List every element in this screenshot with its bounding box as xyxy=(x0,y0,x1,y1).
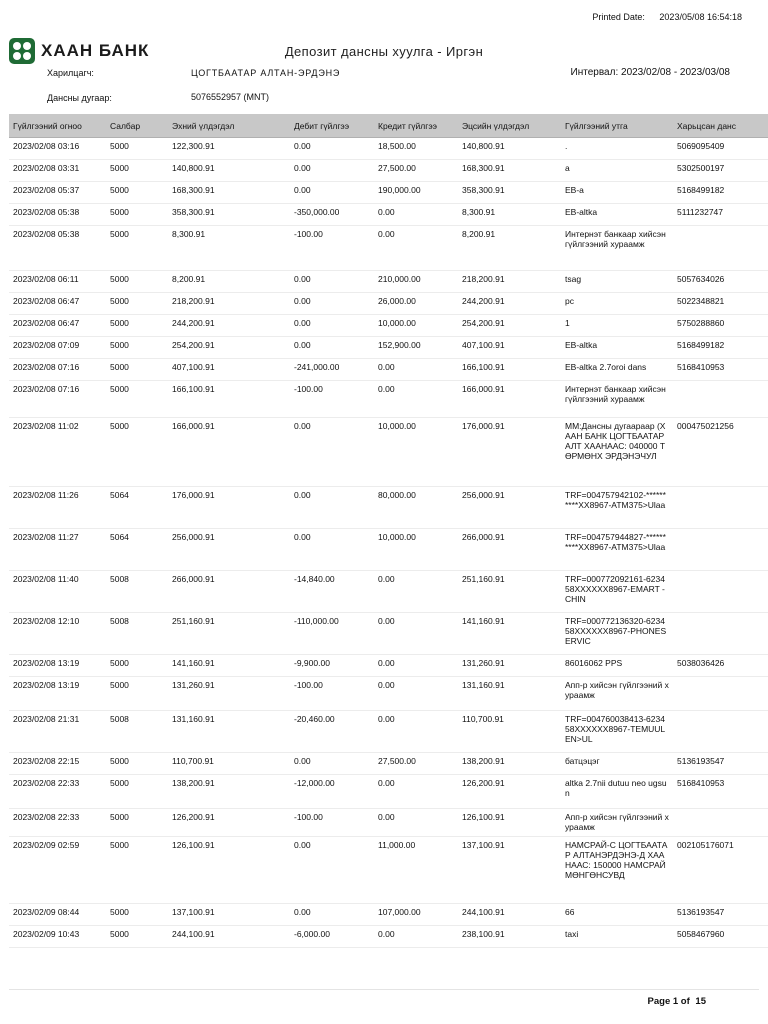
cell-date: 2023/02/09 02:59 xyxy=(9,837,106,904)
customer-label: Харилцагч: xyxy=(47,68,94,78)
table-row xyxy=(9,904,768,926)
cell-date: 2023/02/08 05:38 xyxy=(9,204,106,226)
cell-counterparty-account xyxy=(673,571,768,613)
cell-branch: 5000 xyxy=(106,271,168,293)
cell-description: TRF=000772092161-623458XXXXXX8967-EMART -CHIN xyxy=(561,571,673,613)
cell-opening-balance: 166,100.91 xyxy=(168,381,290,418)
cell-debit: -350,000.00 xyxy=(290,204,374,226)
footer-divider xyxy=(9,989,759,990)
cell-debit: 0.00 xyxy=(290,160,374,182)
cell-branch: 5000 xyxy=(106,926,168,948)
cell-debit: 0.00 xyxy=(290,271,374,293)
cell-branch: 5000 xyxy=(106,381,168,418)
cell-opening-balance: 407,100.91 xyxy=(168,359,290,381)
cell-description: 86016062 PPS xyxy=(561,655,673,677)
cell-credit: 210,000.00 xyxy=(374,271,458,293)
cell-branch: 5000 xyxy=(106,677,168,711)
cell-closing-balance: 244,200.91 xyxy=(458,293,561,315)
cell-date: 2023/02/08 21:31 xyxy=(9,711,106,753)
column-header-credit: Кредит гүйлгээ xyxy=(374,114,458,138)
table-row xyxy=(9,138,768,160)
cell-closing-balance: 131,260.91 xyxy=(458,655,561,677)
cell-debit: 0.00 xyxy=(290,138,374,160)
document-title: Депозит дансны хуулга - Иргэн xyxy=(284,44,484,59)
cell-branch: 5064 xyxy=(106,529,168,571)
cell-date: 2023/02/08 11:02 xyxy=(9,418,106,487)
cell-description: Интернэт банкаар хийсэн гүйлгээний хураамж xyxy=(561,381,673,418)
table-row xyxy=(9,487,768,529)
cell-counterparty-account: 000475021256 xyxy=(673,418,768,487)
cell-date: 2023/02/08 03:31 xyxy=(9,160,106,182)
cell-branch: 5008 xyxy=(106,711,168,753)
cell-credit: 27,500.00 xyxy=(374,160,458,182)
cell-debit: -110,000.00 xyxy=(290,613,374,655)
cell-description: EB-a xyxy=(561,182,673,204)
cell-description: НАМСРАЙ-С ЦОГТБААТАР АЛТАНЭРДЭНЭ-Д ХААНААС: 150000 НАМСРАЙ МӨНГӨНСУВД xyxy=(561,837,673,904)
cell-credit: 18,500.00 xyxy=(374,138,458,160)
cell-debit: 0.00 xyxy=(290,337,374,359)
table-row xyxy=(9,655,768,677)
cell-date: 2023/02/08 13:19 xyxy=(9,677,106,711)
column-header-description: Гүйлгээний утга xyxy=(561,114,673,138)
cell-date: 2023/02/08 07:16 xyxy=(9,381,106,418)
cell-opening-balance: 218,200.91 xyxy=(168,293,290,315)
cell-credit: 152,900.00 xyxy=(374,337,458,359)
cell-credit: 0.00 xyxy=(374,204,458,226)
cell-debit: -100.00 xyxy=(290,226,374,271)
cell-counterparty-account: 5168499182 xyxy=(673,337,768,359)
table-row xyxy=(9,418,768,487)
cell-opening-balance: 168,300.91 xyxy=(168,182,290,204)
cell-opening-balance: 126,200.91 xyxy=(168,809,290,837)
cell-branch: 5000 xyxy=(106,337,168,359)
table-row xyxy=(9,204,768,226)
cell-date: 2023/02/08 11:27 xyxy=(9,529,106,571)
table-row xyxy=(9,753,768,775)
account-label: Дансны дугаар: xyxy=(47,93,112,103)
cell-closing-balance: 266,000.91 xyxy=(458,529,561,571)
cell-closing-balance: 138,200.91 xyxy=(458,753,561,775)
cell-credit: 10,000.00 xyxy=(374,418,458,487)
table-row xyxy=(9,293,768,315)
cell-counterparty-account: 5168410953 xyxy=(673,359,768,381)
cell-debit: -9,900.00 xyxy=(290,655,374,677)
cell-opening-balance: 266,000.91 xyxy=(168,571,290,613)
table-row xyxy=(9,809,768,837)
cell-description: EB-altka xyxy=(561,337,673,359)
cell-credit: 0.00 xyxy=(374,655,458,677)
bank-name: ХААН БАНК xyxy=(41,41,150,60)
cell-opening-balance: 137,100.91 xyxy=(168,904,290,926)
cell-closing-balance: 254,200.91 xyxy=(458,315,561,337)
cell-debit: -100.00 xyxy=(290,677,374,711)
cell-credit: 26,000.00 xyxy=(374,293,458,315)
cell-description: EB-altka 2.7oroi dans xyxy=(561,359,673,381)
cell-closing-balance: 244,100.91 xyxy=(458,904,561,926)
cell-branch: 5064 xyxy=(106,487,168,529)
cell-closing-balance: 126,100.91 xyxy=(458,809,561,837)
table-row xyxy=(9,711,768,753)
cell-counterparty-account xyxy=(673,226,768,271)
cell-opening-balance: 140,800.91 xyxy=(168,160,290,182)
cell-closing-balance: 358,300.91 xyxy=(458,182,561,204)
cell-branch: 5000 xyxy=(106,359,168,381)
page-indicator-total: 15 xyxy=(695,996,706,1007)
cell-closing-balance: 251,160.91 xyxy=(458,571,561,613)
cell-closing-balance: 238,100.91 xyxy=(458,926,561,948)
cell-credit: 80,000.00 xyxy=(374,487,458,529)
cell-debit: 0.00 xyxy=(290,753,374,775)
table-header-row xyxy=(9,114,768,138)
cell-closing-balance: 176,000.91 xyxy=(458,418,561,487)
table-row xyxy=(9,571,768,613)
cell-closing-balance: 166,100.91 xyxy=(458,359,561,381)
account-number: 5076552957 (MNT) xyxy=(191,92,270,102)
cell-branch: 5000 xyxy=(106,753,168,775)
table-row xyxy=(9,337,768,359)
cell-counterparty-account: 5136193547 xyxy=(673,753,768,775)
cell-debit: 0.00 xyxy=(290,837,374,904)
cell-counterparty-account xyxy=(673,613,768,655)
transactions-table xyxy=(9,114,768,948)
cell-branch: 5000 xyxy=(106,775,168,809)
cell-counterparty-account xyxy=(673,809,768,837)
cell-counterparty-account: 5111232747 xyxy=(673,204,768,226)
cell-branch: 5000 xyxy=(106,182,168,204)
cell-date: 2023/02/08 07:16 xyxy=(9,359,106,381)
cell-branch: 5000 xyxy=(106,837,168,904)
cell-opening-balance: 110,700.91 xyxy=(168,753,290,775)
cell-credit: 0.00 xyxy=(374,613,458,655)
cell-opening-balance: 254,200.91 xyxy=(168,337,290,359)
cell-branch: 5000 xyxy=(106,226,168,271)
cell-closing-balance: 256,000.91 xyxy=(458,487,561,529)
cell-date: 2023/02/08 05:37 xyxy=(9,182,106,204)
cell-branch: 5000 xyxy=(106,293,168,315)
cell-credit: 0.00 xyxy=(374,775,458,809)
cell-branch: 5000 xyxy=(106,138,168,160)
cell-debit: 0.00 xyxy=(290,529,374,571)
cell-branch: 5000 xyxy=(106,904,168,926)
cell-credit: 190,000.00 xyxy=(374,182,458,204)
cell-debit: 0.00 xyxy=(290,487,374,529)
cell-counterparty-account xyxy=(673,529,768,571)
cell-description: . xyxy=(561,138,673,160)
cell-date: 2023/02/08 06:47 xyxy=(9,315,106,337)
cell-description: 66 xyxy=(561,904,673,926)
cell-opening-balance: 256,000.91 xyxy=(168,529,290,571)
cell-branch: 5000 xyxy=(106,418,168,487)
cell-date: 2023/02/09 10:43 xyxy=(9,926,106,948)
cell-credit: 11,000.00 xyxy=(374,837,458,904)
cell-counterparty-account: 5750288860 xyxy=(673,315,768,337)
cell-opening-balance: 244,100.91 xyxy=(168,926,290,948)
cell-debit: -12,000.00 xyxy=(290,775,374,809)
cell-opening-balance: 166,000.91 xyxy=(168,418,290,487)
cell-date: 2023/02/08 22:33 xyxy=(9,809,106,837)
cell-date: 2023/02/09 08:44 xyxy=(9,904,106,926)
cell-credit: 0.00 xyxy=(374,381,458,418)
cell-date: 2023/02/08 06:11 xyxy=(9,271,106,293)
cell-counterparty-account: 002105176071 xyxy=(673,837,768,904)
cell-counterparty-account: 5168499182 xyxy=(673,182,768,204)
cell-debit: 0.00 xyxy=(290,182,374,204)
statement-interval: Интервал: 2023/02/08 - 2023/03/08 xyxy=(570,67,730,78)
cell-debit: -14,840.00 xyxy=(290,571,374,613)
cell-closing-balance: 8,200.91 xyxy=(458,226,561,271)
table-row xyxy=(9,677,768,711)
cell-closing-balance: 110,700.91 xyxy=(458,711,561,753)
cell-closing-balance: 141,160.91 xyxy=(458,613,561,655)
cell-counterparty-account xyxy=(673,487,768,529)
cell-date: 2023/02/08 03:16 xyxy=(9,138,106,160)
table-row xyxy=(9,182,768,204)
cell-debit: -100.00 xyxy=(290,809,374,837)
cell-counterparty-account: 5168410953 xyxy=(673,775,768,809)
table-row xyxy=(9,381,768,418)
cell-date: 2023/02/08 05:38 xyxy=(9,226,106,271)
cell-opening-balance: 131,260.91 xyxy=(168,677,290,711)
cell-date: 2023/02/08 22:33 xyxy=(9,775,106,809)
cell-opening-balance: 131,160.91 xyxy=(168,711,290,753)
cell-date: 2023/02/08 11:26 xyxy=(9,487,106,529)
cell-closing-balance: 8,300.91 xyxy=(458,204,561,226)
cell-date: 2023/02/08 07:09 xyxy=(9,337,106,359)
cell-branch: 5008 xyxy=(106,571,168,613)
table-row xyxy=(9,775,768,809)
cell-date: 2023/02/08 13:19 xyxy=(9,655,106,677)
cell-date: 2023/02/08 22:15 xyxy=(9,753,106,775)
column-header-opening-balance: Эхний үлдэгдэл xyxy=(168,114,290,138)
cell-closing-balance: 131,160.91 xyxy=(458,677,561,711)
cell-branch: 5000 xyxy=(106,655,168,677)
cell-closing-balance: 407,100.91 xyxy=(458,337,561,359)
cell-credit: 0.00 xyxy=(374,677,458,711)
printed-date-value: 2023/05/08 16:54:18 xyxy=(659,12,742,22)
cell-description: Апп-р хийсэн гүйлгээний хураамж xyxy=(561,809,673,837)
cell-description: altka 2.7nii dutuu neo ugsun xyxy=(561,775,673,809)
column-header-date: Гүйлгээний огноо xyxy=(9,114,106,138)
column-header-counterparty-account: Харьцсан данс xyxy=(673,114,768,138)
cell-counterparty-account: 5057634026 xyxy=(673,271,768,293)
cell-description: TRF=000772136320-623458XXXXXX8967-PHONESERVIC xyxy=(561,613,673,655)
cell-opening-balance: 244,200.91 xyxy=(168,315,290,337)
cell-description: TRF=004757944827-**********XX8967-ATM375>Ulaa xyxy=(561,529,673,571)
table-row xyxy=(9,359,768,381)
cell-debit: -6,000.00 xyxy=(290,926,374,948)
cell-description: Апп-р хийсэн гүйлгээний хураамж xyxy=(561,677,673,711)
printed-date xyxy=(592,12,742,22)
cell-opening-balance: 251,160.91 xyxy=(168,613,290,655)
cell-debit: 0.00 xyxy=(290,418,374,487)
column-header-debit: Дебит гүйлгээ xyxy=(290,114,374,138)
cell-counterparty-account xyxy=(673,677,768,711)
table-row xyxy=(9,315,768,337)
cell-closing-balance: 137,100.91 xyxy=(458,837,561,904)
table-row xyxy=(9,160,768,182)
cell-closing-balance: 126,200.91 xyxy=(458,775,561,809)
cell-opening-balance: 8,200.91 xyxy=(168,271,290,293)
cell-branch: 5008 xyxy=(106,613,168,655)
page-indicator xyxy=(648,996,706,1007)
cell-counterparty-account: 5136193547 xyxy=(673,904,768,926)
table-row xyxy=(9,837,768,904)
cell-credit: 10,000.00 xyxy=(374,315,458,337)
cell-counterparty-account: 5302500197 xyxy=(673,160,768,182)
cell-credit: 0.00 xyxy=(374,926,458,948)
cell-counterparty-account xyxy=(673,711,768,753)
cell-description: a xyxy=(561,160,673,182)
cell-branch: 5000 xyxy=(106,809,168,837)
cell-credit: 27,500.00 xyxy=(374,753,458,775)
cell-credit: 0.00 xyxy=(374,711,458,753)
cell-counterparty-account: 5022348821 xyxy=(673,293,768,315)
cell-description: TRF=004760038413-623458XXXXXX8967-TEMUULEN>UL xyxy=(561,711,673,753)
cell-date: 2023/02/08 11:40 xyxy=(9,571,106,613)
cell-credit: 0.00 xyxy=(374,571,458,613)
cell-date: 2023/02/08 06:47 xyxy=(9,293,106,315)
cell-opening-balance: 358,300.91 xyxy=(168,204,290,226)
cell-counterparty-account xyxy=(673,381,768,418)
cell-description: 1 xyxy=(561,315,673,337)
table-row xyxy=(9,529,768,571)
cell-description: EB-altka xyxy=(561,204,673,226)
cell-opening-balance: 176,000.91 xyxy=(168,487,290,529)
cell-opening-balance: 122,300.91 xyxy=(168,138,290,160)
cell-description: taxi xyxy=(561,926,673,948)
cell-opening-balance: 141,160.91 xyxy=(168,655,290,677)
cell-closing-balance: 168,300.91 xyxy=(458,160,561,182)
cell-debit: 0.00 xyxy=(290,315,374,337)
cell-branch: 5000 xyxy=(106,204,168,226)
cell-credit: 0.00 xyxy=(374,226,458,271)
cell-date: 2023/02/08 12:10 xyxy=(9,613,106,655)
page-indicator-label: Page 1 of xyxy=(647,996,690,1007)
cell-description: TRF=004757942102-**********XX8967-ATM375>Ulaa xyxy=(561,487,673,529)
cell-opening-balance: 138,200.91 xyxy=(168,775,290,809)
cell-description: батцэцэг xyxy=(561,753,673,775)
cell-debit: -241,000.00 xyxy=(290,359,374,381)
column-header-branch: Салбар xyxy=(106,114,168,138)
cell-branch: 5000 xyxy=(106,160,168,182)
table-row xyxy=(9,226,768,271)
cell-counterparty-account: 5069095409 xyxy=(673,138,768,160)
table-row xyxy=(9,926,768,948)
cell-opening-balance: 8,300.91 xyxy=(168,226,290,271)
table-row xyxy=(9,271,768,293)
cell-credit: 107,000.00 xyxy=(374,904,458,926)
printed-date-label: Printed Date: xyxy=(592,12,645,22)
cell-counterparty-account: 5038036426 xyxy=(673,655,768,677)
cell-opening-balance: 126,100.91 xyxy=(168,837,290,904)
cell-debit: 0.00 xyxy=(290,904,374,926)
cell-description: Интернэт банкаар хийсэн гүйлгээний хураамж xyxy=(561,226,673,271)
column-header-closing-balance: Эцсийн үлдэгдэл xyxy=(458,114,561,138)
table-row xyxy=(9,613,768,655)
cell-counterparty-account: 5058467960 xyxy=(673,926,768,948)
cell-credit: 10,000.00 xyxy=(374,529,458,571)
cell-closing-balance: 166,000.91 xyxy=(458,381,561,418)
cell-closing-balance: 140,800.91 xyxy=(458,138,561,160)
cell-credit: 0.00 xyxy=(374,809,458,837)
cell-description: pc xyxy=(561,293,673,315)
cell-description: ММ:Дансны дугаараар (ХААН БАНК ЦОГТБААТАР АЛТ ХААНААС: 040000 ТӨРМӨНХ ЭРДЭНЭЧУЛ xyxy=(561,418,673,487)
customer-name: ЦОГТБААТАР АЛТАН-ЭРДЭНЭ xyxy=(191,68,341,78)
cell-credit: 0.00 xyxy=(374,359,458,381)
cell-branch: 5000 xyxy=(106,315,168,337)
cell-debit: 0.00 xyxy=(290,293,374,315)
cell-debit: -100.00 xyxy=(290,381,374,418)
cell-closing-balance: 218,200.91 xyxy=(458,271,561,293)
cell-debit: -20,460.00 xyxy=(290,711,374,753)
cell-description: tsag xyxy=(561,271,673,293)
